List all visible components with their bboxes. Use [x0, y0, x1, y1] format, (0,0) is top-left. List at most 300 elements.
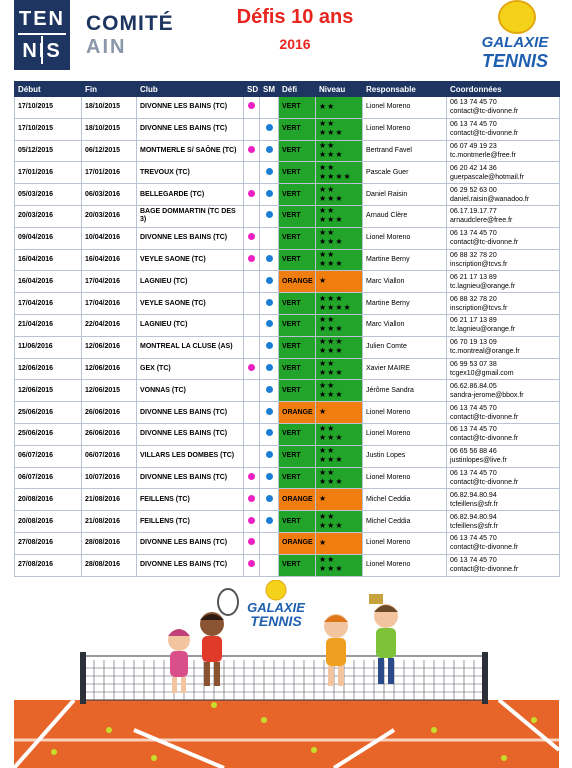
tennis-ball-icon	[266, 580, 286, 600]
level-stars: ★★ ★★★	[319, 140, 344, 159]
cell-sd	[244, 380, 260, 402]
sm-dot-icon	[266, 124, 273, 131]
sm-dot-icon	[266, 277, 273, 284]
sm-dot-icon	[266, 495, 273, 502]
cell-coordonnees	[447, 336, 560, 358]
cell-sd	[244, 532, 260, 554]
cell-coordonnees	[447, 314, 560, 336]
sd-dot-icon	[248, 146, 255, 153]
kid-player-orange	[324, 614, 348, 686]
cell-niveau	[316, 380, 363, 402]
cell-club: VILLARS LES DOMBES (TC)	[137, 445, 244, 467]
cell-niveau	[316, 162, 363, 184]
cell-club: BELLEGARDE (TC)	[137, 184, 244, 206]
cell-club: DIVONNE LES BAINS (TC)	[137, 554, 244, 576]
defis-table	[14, 81, 560, 577]
cell-debut: 20/03/2016	[15, 205, 82, 227]
table-row	[15, 184, 560, 206]
cell-club: DIVONNE LES BAINS (TC)	[137, 97, 244, 119]
cell-debut: 06/07/2016	[15, 467, 82, 489]
cell-sd	[244, 205, 260, 227]
sd-dot-icon	[248, 364, 255, 371]
cell-debut: 09/04/2016	[15, 227, 82, 249]
cell-coordonnees	[447, 402, 560, 424]
cell-fin: 17/01/2016	[82, 162, 137, 184]
cell-fin: 21/08/2016	[82, 489, 137, 511]
cell-defi: VERT	[279, 511, 316, 533]
cell-niveau	[316, 140, 363, 162]
cell-responsable: Pascale Guer	[363, 162, 447, 184]
sm-dot-icon	[266, 211, 273, 218]
cell-responsable: Arnaud Clère	[363, 205, 447, 227]
cell-sm	[260, 184, 279, 206]
contact-info: 06.17.19.17.77 arnaudclere@free.fr	[450, 208, 513, 225]
cell-sd	[244, 511, 260, 533]
contact-info: 06 65 56 88 46 justinlopes@live.fr	[450, 448, 507, 465]
sm-dot-icon	[266, 517, 273, 524]
cell-coordonnees	[447, 445, 560, 467]
cell-niveau	[316, 227, 363, 249]
col-header: Fin	[82, 82, 137, 97]
contact-info: 06 13 74 45 70 contact@tc-divonne.fr	[450, 557, 519, 574]
cell-sd	[244, 336, 260, 358]
level-stars: ★★ ★★★	[319, 446, 344, 465]
level-stars: ★★★ ★★★	[319, 337, 344, 356]
cell-debut: 17/10/2015	[15, 97, 82, 119]
cell-responsable: Michel Ceddia	[363, 511, 447, 533]
cell-responsable: Michel Ceddia	[363, 489, 447, 511]
table-row	[15, 358, 560, 380]
level-stars: ★★★ ★★★★	[319, 293, 352, 312]
sm-dot-icon	[266, 473, 273, 480]
cell-debut: 12/06/2016	[15, 358, 82, 380]
cell-sd	[244, 467, 260, 489]
contact-info: 06 88 32 78 20 inscription@tcvs.fr	[450, 295, 508, 312]
cell-responsable: Julien Comte	[363, 336, 447, 358]
court-surface	[14, 700, 559, 768]
cell-responsable: Lionel Moreno	[363, 118, 447, 140]
cell-debut: 20/08/2016	[15, 511, 82, 533]
cell-responsable: Bertrand Favel	[363, 140, 447, 162]
cell-niveau	[316, 184, 363, 206]
contact-info: 06 70 19 13 09 tc.montreal@orange.fr	[450, 339, 520, 356]
cell-coordonnees	[447, 358, 560, 380]
level-stars: ★★ ★★★	[319, 424, 344, 443]
cell-niveau	[316, 336, 363, 358]
cell-responsable: Justin Lopes	[363, 445, 447, 467]
table-row	[15, 293, 560, 315]
sd-dot-icon	[248, 233, 255, 240]
contact-info: 06 20 42 14 36 guerpascale@hotmail.fr	[450, 164, 525, 181]
cell-club: DIVONNE LES BAINS (TC)	[137, 118, 244, 140]
level-stars: ★★ ★★★	[319, 119, 344, 138]
cell-club: DIVONNE LES BAINS (TC)	[137, 402, 244, 424]
cell-defi: VERT	[279, 358, 316, 380]
cell-coordonnees	[447, 249, 560, 271]
table-header-row	[15, 82, 560, 97]
cell-debut: 05/12/2015	[15, 140, 82, 162]
sm-dot-icon	[266, 386, 273, 393]
cell-club: VONNAS (TC)	[137, 380, 244, 402]
cell-sm	[260, 532, 279, 554]
sm-dot-icon	[266, 255, 273, 262]
table-row	[15, 140, 560, 162]
cell-coordonnees	[447, 554, 560, 576]
cell-club: VEYLE SAONE (TC)	[137, 249, 244, 271]
cell-sm	[260, 314, 279, 336]
cell-niveau	[316, 511, 363, 533]
cell-defi: VERT	[279, 380, 316, 402]
cell-debut: 16/04/2016	[15, 271, 82, 293]
cell-club: FEILLENS (TC)	[137, 489, 244, 511]
table-row	[15, 249, 560, 271]
cell-fin: 20/03/2016	[82, 205, 137, 227]
level-stars: ★★ ★★★	[319, 358, 344, 377]
table-row	[15, 511, 560, 533]
cell-defi: VERT	[279, 227, 316, 249]
cell-fin: 21/08/2016	[82, 511, 137, 533]
level-stars: ★★ ★★★	[319, 467, 344, 486]
col-header: Défi	[279, 82, 316, 97]
contact-info: 06 21 17 13 89 tc.lagnieu@orange.fr	[450, 273, 516, 290]
kid-player-green	[369, 594, 398, 684]
cell-niveau	[316, 249, 363, 271]
cell-fin: 10/04/2016	[82, 227, 137, 249]
sm-dot-icon	[266, 320, 273, 327]
cell-debut: 27/08/2016	[15, 532, 82, 554]
cell-sm	[260, 467, 279, 489]
sm-dot-icon	[266, 168, 273, 175]
cell-coordonnees	[447, 489, 560, 511]
cell-fin: 12/06/2015	[82, 380, 137, 402]
kid-player-pink	[168, 629, 190, 693]
cell-sm	[260, 118, 279, 140]
cell-fin: 18/10/2015	[82, 97, 137, 119]
cell-sd	[244, 554, 260, 576]
contact-info: 06 13 74 45 70 contact@tc-divonne.fr	[450, 99, 519, 116]
cell-fin: 17/04/2016	[82, 271, 137, 293]
cell-fin: 06/07/2016	[82, 445, 137, 467]
cell-fin: 10/07/2016	[82, 467, 137, 489]
cell-responsable: Martine Berny	[363, 293, 447, 315]
cell-responsable: Lionel Moreno	[363, 423, 447, 445]
col-header: SD	[244, 82, 260, 97]
cell-coordonnees	[447, 118, 560, 140]
level-stars: ★	[319, 494, 328, 504]
cell-defi: VERT	[279, 97, 316, 119]
sd-dot-icon	[248, 102, 255, 109]
cell-responsable: Lionel Moreno	[363, 97, 447, 119]
cell-sd	[244, 358, 260, 380]
table-row	[15, 423, 560, 445]
contact-info: 06 13 74 45 70 contact@tc-divonne.fr	[450, 426, 519, 443]
cell-coordonnees	[447, 293, 560, 315]
cell-coordonnees	[447, 380, 560, 402]
net-mesh	[84, 660, 484, 700]
cell-club: TREVOUX (TC)	[137, 162, 244, 184]
cell-fin: 28/08/2016	[82, 532, 137, 554]
table-row	[15, 554, 560, 576]
cell-sd	[244, 227, 260, 249]
level-stars: ★★	[319, 101, 336, 111]
cell-defi: VERT	[279, 140, 316, 162]
cell-niveau	[316, 554, 363, 576]
cell-defi: VERT	[279, 314, 316, 336]
net-post	[80, 652, 86, 704]
sd-dot-icon	[248, 560, 255, 567]
cell-defi: VERT	[279, 249, 316, 271]
cell-niveau	[316, 97, 363, 119]
cell-sm	[260, 336, 279, 358]
cell-responsable: Lionel Moreno	[363, 227, 447, 249]
col-header: Niveau	[316, 82, 363, 97]
cell-club: DIVONNE LES BAINS (TC)	[137, 227, 244, 249]
sm-dot-icon	[266, 451, 273, 458]
illus-logo-line1: GALAXIE	[247, 600, 305, 615]
table-row	[15, 162, 560, 184]
table-row	[15, 402, 560, 424]
col-header: SM	[260, 82, 279, 97]
table-row	[15, 271, 560, 293]
cell-debut: 17/10/2015	[15, 118, 82, 140]
net-post	[482, 652, 488, 704]
tennis-logo	[14, 0, 70, 70]
col-header: Coordonnées	[447, 82, 560, 97]
cell-responsable: Lionel Moreno	[363, 402, 447, 424]
cell-club: VEYLE SAONE (TC)	[137, 293, 244, 315]
cell-debut: 20/08/2016	[15, 489, 82, 511]
cell-coordonnees	[447, 184, 560, 206]
cell-debut: 25/06/2016	[15, 402, 82, 424]
cell-responsable: Marc Viallon	[363, 314, 447, 336]
cell-niveau	[316, 358, 363, 380]
cell-niveau	[316, 118, 363, 140]
sm-dot-icon	[266, 408, 273, 415]
tennis-ball-icon	[498, 0, 536, 34]
cell-club: MONTREAL LA CLUSE (AS)	[137, 336, 244, 358]
cell-defi: VERT	[279, 162, 316, 184]
level-stars: ★★ ★★★	[319, 206, 344, 225]
cell-fin: 12/06/2016	[82, 336, 137, 358]
sm-dot-icon	[266, 146, 273, 153]
cell-coordonnees	[447, 162, 560, 184]
cell-defi: VERT	[279, 423, 316, 445]
cell-responsable: Marc Viallon	[363, 271, 447, 293]
illus-logo-line2: TENNIS	[250, 613, 302, 629]
cell-niveau	[316, 467, 363, 489]
col-header: Début	[15, 82, 82, 97]
cell-niveau	[316, 205, 363, 227]
contact-info: 06.82.94.80.94 tcfeillens@sfr.fr	[450, 513, 498, 530]
galaxie-tennis-illustration	[14, 580, 559, 768]
table-row	[15, 489, 560, 511]
level-stars: ★★ ★★★	[319, 249, 344, 268]
contact-info: 06 13 74 45 70 contact@tc-divonne.fr	[450, 469, 519, 486]
cell-debut: 27/08/2016	[15, 554, 82, 576]
sm-dot-icon	[266, 299, 273, 306]
cell-sd	[244, 97, 260, 119]
table-row	[15, 336, 560, 358]
cell-fin: 18/10/2015	[82, 118, 137, 140]
level-stars: ★	[319, 537, 328, 547]
cell-debut: 21/04/2016	[15, 314, 82, 336]
cell-sd	[244, 314, 260, 336]
sd-dot-icon	[248, 538, 255, 545]
cell-niveau	[316, 489, 363, 511]
contact-info: 06 13 74 45 70 contact@tc-divonne.fr	[450, 535, 519, 552]
level-stars: ★★ ★★★	[319, 555, 344, 574]
level-stars: ★★ ★★★	[319, 511, 344, 530]
cell-club: BAGE DOMMARTIN (TC DES 3)	[137, 205, 244, 227]
cell-sd	[244, 489, 260, 511]
cell-sm	[260, 423, 279, 445]
cell-fin: 26/06/2016	[82, 423, 137, 445]
level-stars: ★★ ★★★	[319, 184, 344, 203]
sm-dot-icon	[266, 364, 273, 371]
cell-defi: VERT	[279, 554, 316, 576]
table-row	[15, 205, 560, 227]
cell-debut: 11/06/2016	[15, 336, 82, 358]
cell-sd	[244, 271, 260, 293]
cell-sm	[260, 402, 279, 424]
table-row	[15, 445, 560, 467]
cell-sm	[260, 227, 279, 249]
cell-fin: 28/08/2016	[82, 554, 137, 576]
cell-coordonnees	[447, 140, 560, 162]
sm-dot-icon	[266, 342, 273, 349]
cell-niveau	[316, 271, 363, 293]
cell-sm	[260, 205, 279, 227]
cell-defi: ORANGE	[279, 271, 316, 293]
table-row	[15, 314, 560, 336]
cell-sd	[244, 445, 260, 467]
cell-defi: VERT	[279, 467, 316, 489]
cell-club: MONTMERLE S/ SAÔNE (TC)	[137, 140, 244, 162]
contact-info: 06.62.86.84.05 sandra-jerome@bbox.fr	[450, 382, 524, 399]
cell-fin: 17/04/2016	[82, 293, 137, 315]
comite-label: COMITÉ	[86, 12, 174, 35]
table-row	[15, 97, 560, 119]
sd-dot-icon	[248, 473, 255, 480]
table-body	[15, 97, 560, 577]
cell-sd	[244, 118, 260, 140]
cell-sm	[260, 489, 279, 511]
cell-sm	[260, 511, 279, 533]
col-header: Club	[137, 82, 244, 97]
cell-responsable: Xavier MAIRE	[363, 358, 447, 380]
cell-debut: 17/04/2016	[15, 293, 82, 315]
cell-debut: 05/03/2016	[15, 184, 82, 206]
level-stars: ★	[319, 407, 328, 417]
cell-fin: 06/12/2015	[82, 140, 137, 162]
cell-niveau	[316, 445, 363, 467]
contact-info: 06.82.94.80.94 tcfeillens@sfr.fr	[450, 491, 498, 508]
galaxie-tennis-logo	[470, 0, 560, 75]
cell-fin: 26/06/2016	[82, 402, 137, 424]
cell-sm	[260, 380, 279, 402]
table-row	[15, 118, 560, 140]
cell-club: FEILLENS (TC)	[137, 511, 244, 533]
cell-sm	[260, 140, 279, 162]
cell-club: DIVONNE LES BAINS (TC)	[137, 467, 244, 489]
sd-dot-icon	[248, 255, 255, 262]
cell-sm	[260, 554, 279, 576]
logo-line2: NIS	[22, 40, 62, 62]
page-title: Défis 10 ans	[236, 6, 354, 28]
sm-dot-icon	[266, 429, 273, 436]
cell-sd	[244, 249, 260, 271]
table-row	[15, 227, 560, 249]
sd-dot-icon	[248, 190, 255, 197]
cell-responsable: Martine Berny	[363, 249, 447, 271]
cell-club: LAGNIEU (TC)	[137, 271, 244, 293]
cell-responsable: Jérôme Sandra	[363, 380, 447, 402]
cell-fin: 22/04/2016	[82, 314, 137, 336]
cell-sd	[244, 402, 260, 424]
logo-line1: TEN	[19, 8, 65, 30]
cell-sm	[260, 293, 279, 315]
cell-niveau	[316, 423, 363, 445]
cell-sd	[244, 140, 260, 162]
level-stars: ★	[319, 276, 328, 286]
cell-defi: VERT	[279, 205, 316, 227]
cell-coordonnees	[447, 423, 560, 445]
cell-sm	[260, 358, 279, 380]
cell-coordonnees	[447, 467, 560, 489]
contact-info: 06 21 17 13 89 tc.lagnieu@orange.fr	[450, 317, 516, 334]
galaxie-logo-line1: GALAXIE	[481, 34, 549, 51]
cell-sd	[244, 184, 260, 206]
cell-fin: 06/03/2016	[82, 184, 137, 206]
contact-info: 06 13 74 45 70 contact@tc-divonne.fr	[450, 404, 519, 421]
cell-club: GEX (TC)	[137, 358, 244, 380]
cell-defi: VERT	[279, 118, 316, 140]
cell-sm	[260, 445, 279, 467]
cell-fin: 12/06/2016	[82, 358, 137, 380]
table-row	[15, 380, 560, 402]
table-row	[15, 467, 560, 489]
cell-defi: ORANGE	[279, 489, 316, 511]
cell-niveau	[316, 532, 363, 554]
cell-sd	[244, 293, 260, 315]
cell-niveau	[316, 314, 363, 336]
cell-sm	[260, 97, 279, 119]
cell-debut: 16/04/2016	[15, 249, 82, 271]
cell-coordonnees	[447, 271, 560, 293]
cell-sm	[260, 249, 279, 271]
cell-debut: 17/01/2016	[15, 162, 82, 184]
cell-responsable: Lionel Moreno	[363, 532, 447, 554]
level-stars: ★★ ★★★	[319, 380, 344, 399]
cell-coordonnees	[447, 205, 560, 227]
cell-sd	[244, 162, 260, 184]
contact-info: 06 88 32 78 20 inscription@tcvs.fr	[450, 251, 508, 268]
cell-sm	[260, 162, 279, 184]
contact-info: 06 13 74 45 70 contact@tc-divonne.fr	[450, 121, 519, 138]
sd-dot-icon	[248, 495, 255, 502]
cell-defi: VERT	[279, 184, 316, 206]
cell-coordonnees	[447, 511, 560, 533]
cell-debut: 12/06/2015	[15, 380, 82, 402]
cell-niveau	[316, 402, 363, 424]
sd-dot-icon	[248, 517, 255, 524]
sm-dot-icon	[266, 190, 273, 197]
cell-responsable: Lionel Moreno	[363, 467, 447, 489]
contact-info: 06 29 52 63 00 daniel.raisin@wanadoo.fr	[450, 186, 530, 203]
cell-sd	[244, 423, 260, 445]
cell-club: DIVONNE LES BAINS (TC)	[137, 423, 244, 445]
level-stars: ★★ ★★★★	[319, 162, 352, 181]
